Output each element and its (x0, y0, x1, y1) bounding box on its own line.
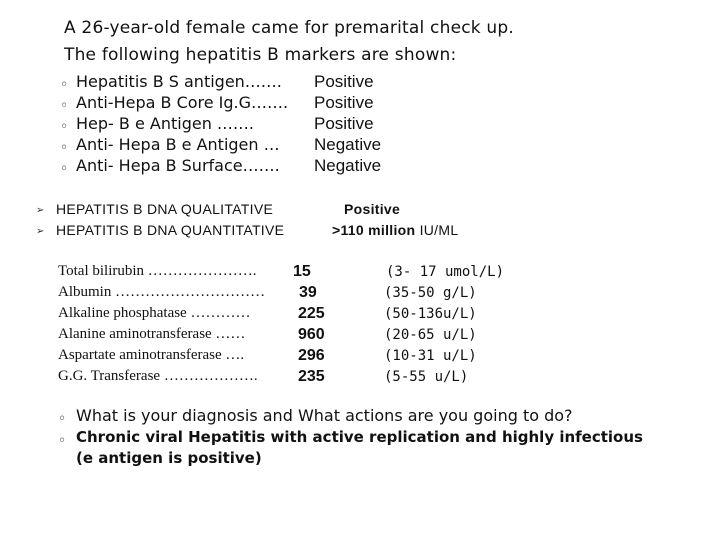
markers-intro-line: The following hepatitis B markers are shown: (64, 45, 457, 65)
lab-value: 296 (298, 347, 325, 364)
lab-name: Alanine aminotransferase …… (58, 326, 246, 342)
answer-text-line2: (e antigen is positive) (76, 449, 262, 467)
circle-bullet-icon: ◦ (60, 77, 69, 93)
marker-row (60, 95, 68, 114)
lab-name: Albumin ………………………… (58, 284, 266, 300)
marker-name: Anti-Hepa B Core Ig.G……. (76, 93, 289, 112)
case-intro-line: A 26-year-old female came for premarital check up. (64, 18, 514, 38)
question-bullet (58, 408, 66, 427)
marker-name: Hepatitis B S antigen……. (76, 72, 282, 91)
marker-name: Anti- Hepa B Surface……. (76, 156, 280, 175)
lab-range: (20-65 u/L) (384, 327, 477, 343)
marker-result: Negative (314, 135, 382, 154)
arrow-bullet-icon: ➢ (36, 205, 45, 216)
lab-range: (50-136u/L) (384, 306, 477, 322)
question-text: What is your diagnosis and What actions are you going to do? (76, 406, 573, 425)
marker-name: Anti- Hepa B e Antigen … (76, 135, 280, 154)
circle-bullet-icon: ◦ (60, 119, 69, 135)
marker-row (60, 116, 68, 135)
dna-quantitative-label: HEPATITIS B DNA QUANTITATIVE (56, 222, 285, 238)
marker-row (60, 137, 68, 156)
dna-quantitative-amount: >110 million (332, 222, 416, 238)
circle-bullet-icon: ◦ (60, 161, 69, 177)
dna-qualitative-value: Positive (344, 201, 401, 217)
lab-value: 39 (299, 284, 317, 301)
marker-result: Positive (314, 72, 374, 91)
marker-row (60, 74, 68, 93)
lab-name: Aspartate aminotransferase …. (58, 347, 245, 363)
circle-bullet-icon: ◦ (58, 433, 67, 449)
dna-qualitative-label: HEPATITIS B DNA QUALITATIVE (56, 201, 274, 217)
answer-text-line1: Chronic viral Hepatitis with active replication and highly infectious (76, 428, 643, 446)
lab-name: Total bilirubin …………………. (58, 263, 257, 279)
lab-value: 960 (298, 326, 325, 343)
lab-range: (10-31 u/L) (384, 348, 477, 364)
marker-result: Positive (314, 114, 374, 133)
circle-bullet-icon: ◦ (60, 140, 69, 156)
circle-bullet-icon: ◦ (58, 411, 67, 427)
lab-name: Alkaline phosphatase ………… (58, 305, 251, 321)
marker-result: Positive (314, 93, 374, 112)
lab-range: (5-55 u/L) (384, 369, 469, 385)
lab-value: 15 (293, 263, 311, 280)
dna-quantitative-value (332, 222, 458, 238)
dna-quantitative-unit: IU/ML (419, 222, 459, 238)
marker-name: Hep- B e Antigen ……. (76, 114, 254, 133)
lab-value: 235 (298, 368, 325, 385)
marker-result: Negative (314, 156, 382, 175)
circle-bullet-icon: ◦ (60, 98, 69, 114)
answer-bullet (58, 430, 66, 449)
lab-value: 225 (298, 305, 325, 322)
lab-name: G.G. Transferase ………………. (58, 368, 258, 384)
lab-range: (35-50 g/L) (384, 285, 477, 301)
marker-row (60, 158, 68, 177)
arrow-bullet-icon: ➢ (36, 226, 45, 237)
lab-range: (3- 17 umol/L) (386, 264, 505, 280)
